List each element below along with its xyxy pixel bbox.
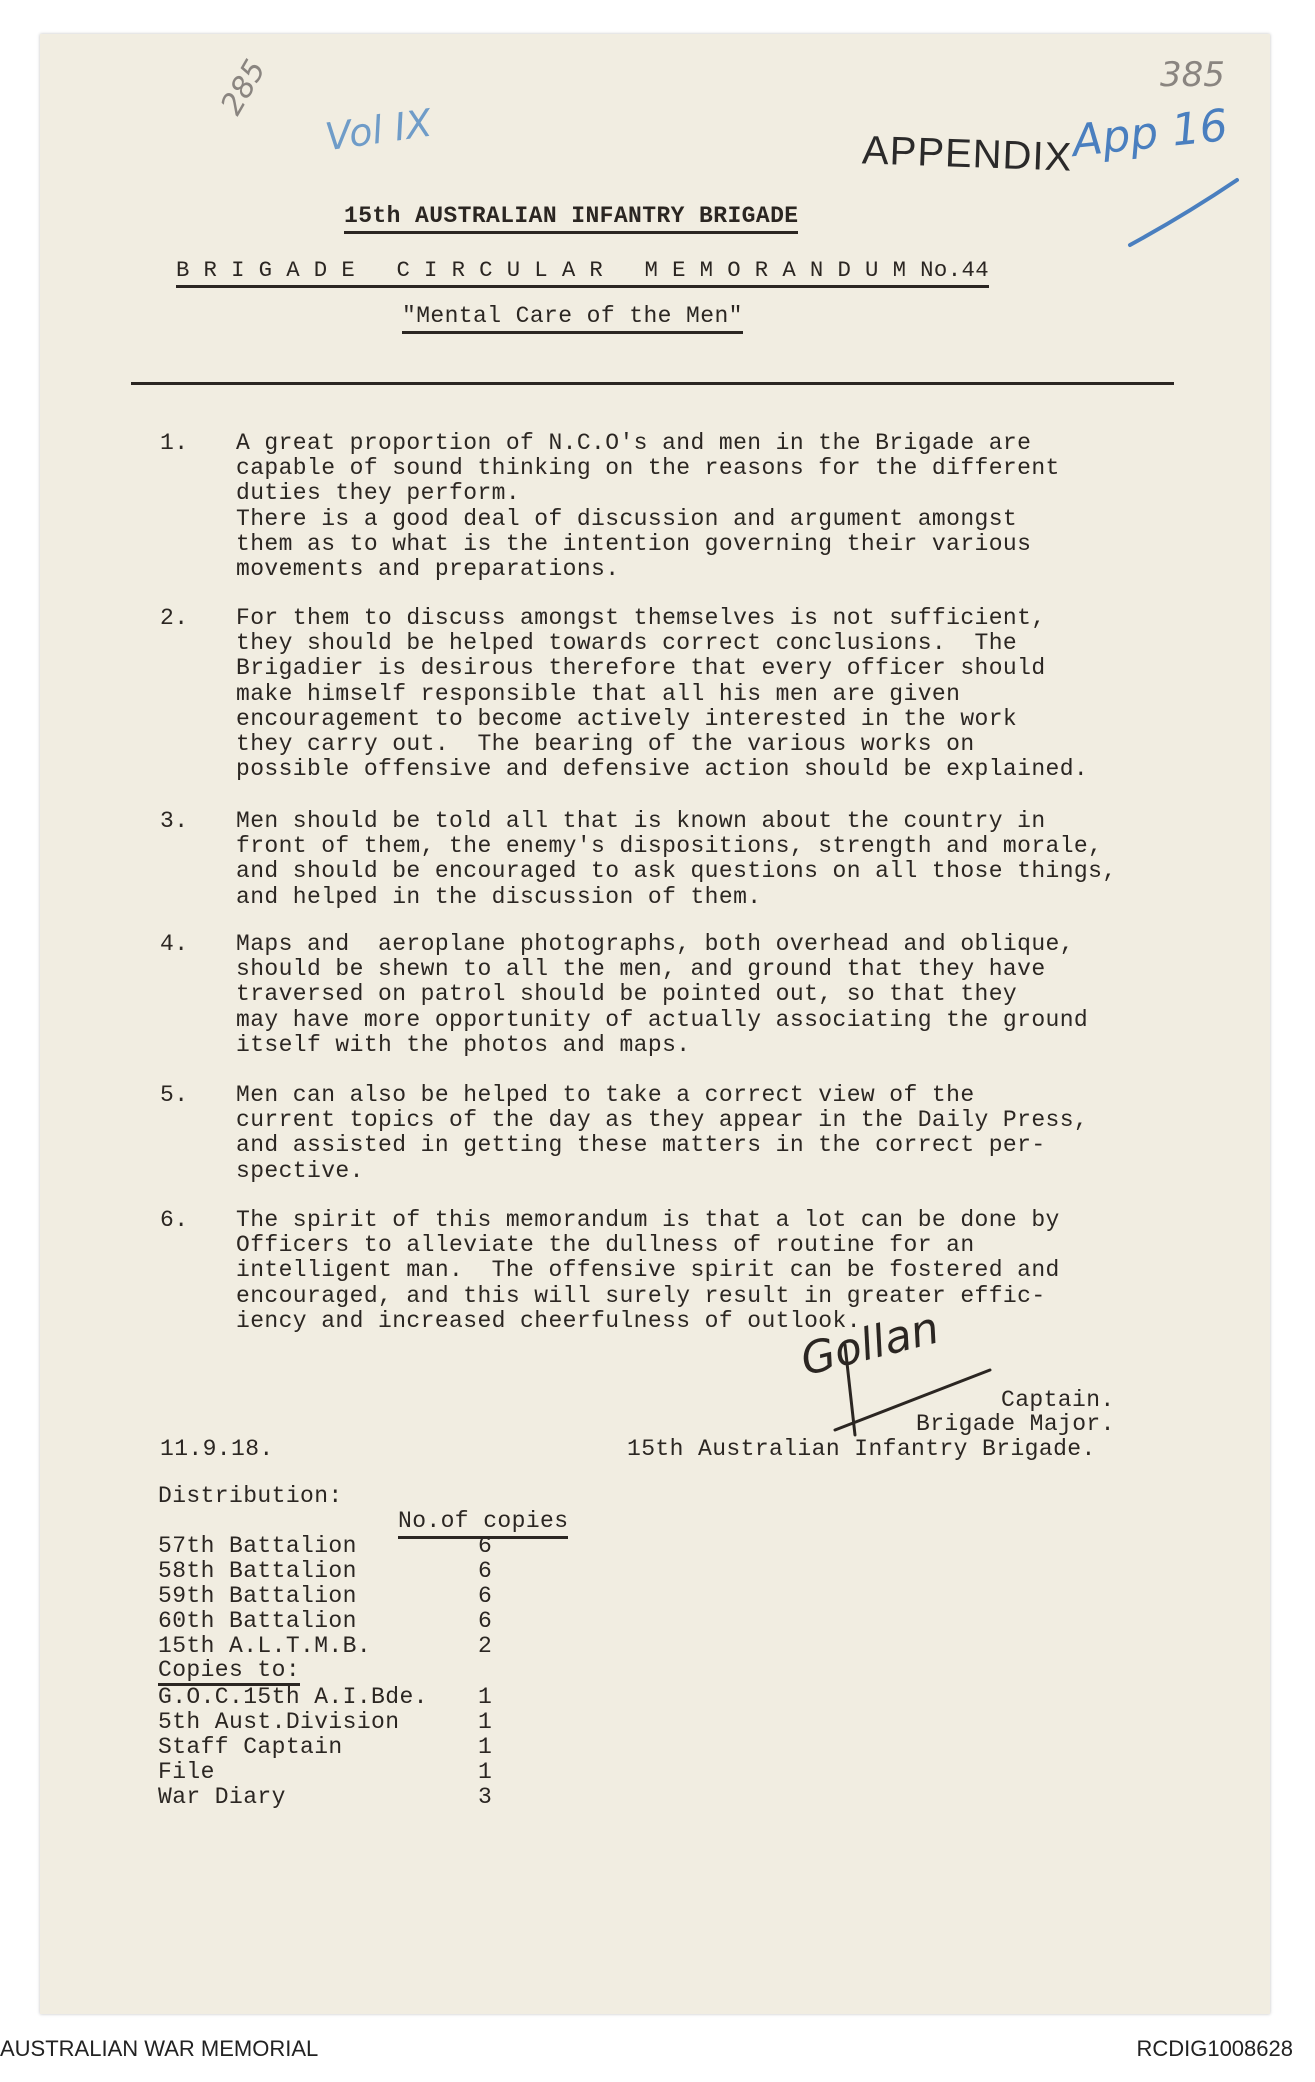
paragraph-6: The spirit of this memorandum is that a lot can be done by Officers to alleviate the dullness of routine for an intelligent man. The offensive spirit can be fostered and encouraged, and this will surely result in greater effic- iency and increased cheerfulness of outlook. [236,1207,1060,1334]
copies-count: 2 [478,1633,493,1660]
distribution-row [158,1710,558,1735]
header-divider [131,382,1174,385]
recipient: Staff Captain [158,1733,343,1760]
distribution-row [158,1760,558,1785]
copies-count: 1 [478,1708,493,1735]
record-id: RCDIG1008628 [1136,2036,1293,2061]
recipient: 15th A.L.T.M.B. [158,1633,372,1660]
paragraph-number: 1. [160,430,189,456]
recipient: File [158,1758,215,1785]
copies-column-header: No.of copies [398,1509,568,1539]
distribution-label: Distribution: [158,1483,343,1509]
distribution-row [158,1584,558,1609]
signatory-formation: 15th Australian Infantry Brigade. [627,1436,1096,1462]
copies-to-label: Copies to: [158,1658,300,1686]
paragraph-number: 5. [160,1082,189,1108]
paragraph-3: Men should be told all that is known about the country in front of them, the enemy's dispositions, strength and morale, and should be encouraged to ask questions on all those things, and helped in the discussion of them. [236,808,1117,910]
distribution-row [158,1785,558,1810]
appendix-stamp: APPENDIX [861,128,1074,180]
handwritten-signature: Gollan [795,1302,945,1386]
distribution-row [158,1735,558,1760]
recipient: G.O.C.15th A.I.Bde. [158,1683,428,1710]
paragraph-4: Maps and aeroplane photographs, both overhead and oblique, should be shewn to all the men, and ground that they have traversed on patrol should be pointed out, so that they may have more opportunity of actually associating the ground itself with the photos and maps. [236,931,1089,1058]
memorandum-title: B R I G A D E C I R C U L A R M E M O R A N D U M No.44 [176,258,989,288]
copies-count: 1 [478,1683,493,1710]
recipient: 59th Battalion [158,1583,357,1610]
institution-credit: AUSTRALIAN WAR MEMORIAL [0,2036,319,2061]
paragraph-2: For them to discuss amongst themselves is not sufficient, they should be helped towards correct conclusions. The Brigadier is desirous therefore that every officer should make himself responsible that all his men are given encouragement to become actively interested in the work they carry out. The bearing of the various works on possible offensive and defensive action should be explained. [236,605,1089,783]
paragraph-number: 6. [160,1207,189,1233]
recipient: War Diary [158,1784,286,1810]
folio-number-top-right: 385 [1160,55,1225,95]
distribution-row [158,1559,558,1584]
distribution-row [158,1634,558,1659]
copies-count: 6 [478,1608,493,1635]
distribution-row [158,1534,558,1559]
copies-count: 6 [478,1533,493,1559]
pencil-folio-number: 285 [214,53,274,122]
paragraph-number: 2. [160,605,189,631]
copies-count: 6 [478,1583,493,1610]
paragraph-1: A great proportion of N.C.O's and men in the Brigade are capable of sound thinking on the reasons for the different duties they perform. There is a good deal of discussion and argument amongst them as to what is the intention governing their various movements and preparations. [236,430,1060,583]
copies-count: 6 [478,1558,493,1585]
distribution-row [158,1685,558,1710]
signatory-appointment: Brigade Major. [916,1411,1115,1437]
blue-pencil-stroke [1125,175,1245,255]
recipient: 57th Battalion [158,1533,357,1559]
paragraph-number: 3. [160,808,189,834]
copies-count: 3 [478,1784,493,1810]
copies-count: 1 [478,1758,493,1785]
paragraph-5: Men can also be helped to take a correct view of the current topics of the day as they appear in the Daily Press, and assisted in getting these matters in the correct per- spective. [236,1082,1089,1184]
distribution-row [158,1609,558,1634]
signatory-rank: Captain. [1001,1387,1115,1413]
copies-count: 1 [478,1733,493,1760]
recipient: 60th Battalion [158,1608,357,1635]
unit-heading: 15th AUSTRALIAN INFANTRY BRIGADE [344,204,798,234]
document-date: 11.9.18. [160,1436,274,1462]
volume-annotation: Vol IX [322,100,435,160]
paragraph-number: 4. [160,931,189,957]
recipient: 58th Battalion [158,1558,357,1585]
appendix-number-annotation: App 16 [1069,99,1231,168]
memorandum-subject: "Mental Care of the Men" [402,304,743,334]
recipient: 5th Aust.Division [158,1708,400,1735]
